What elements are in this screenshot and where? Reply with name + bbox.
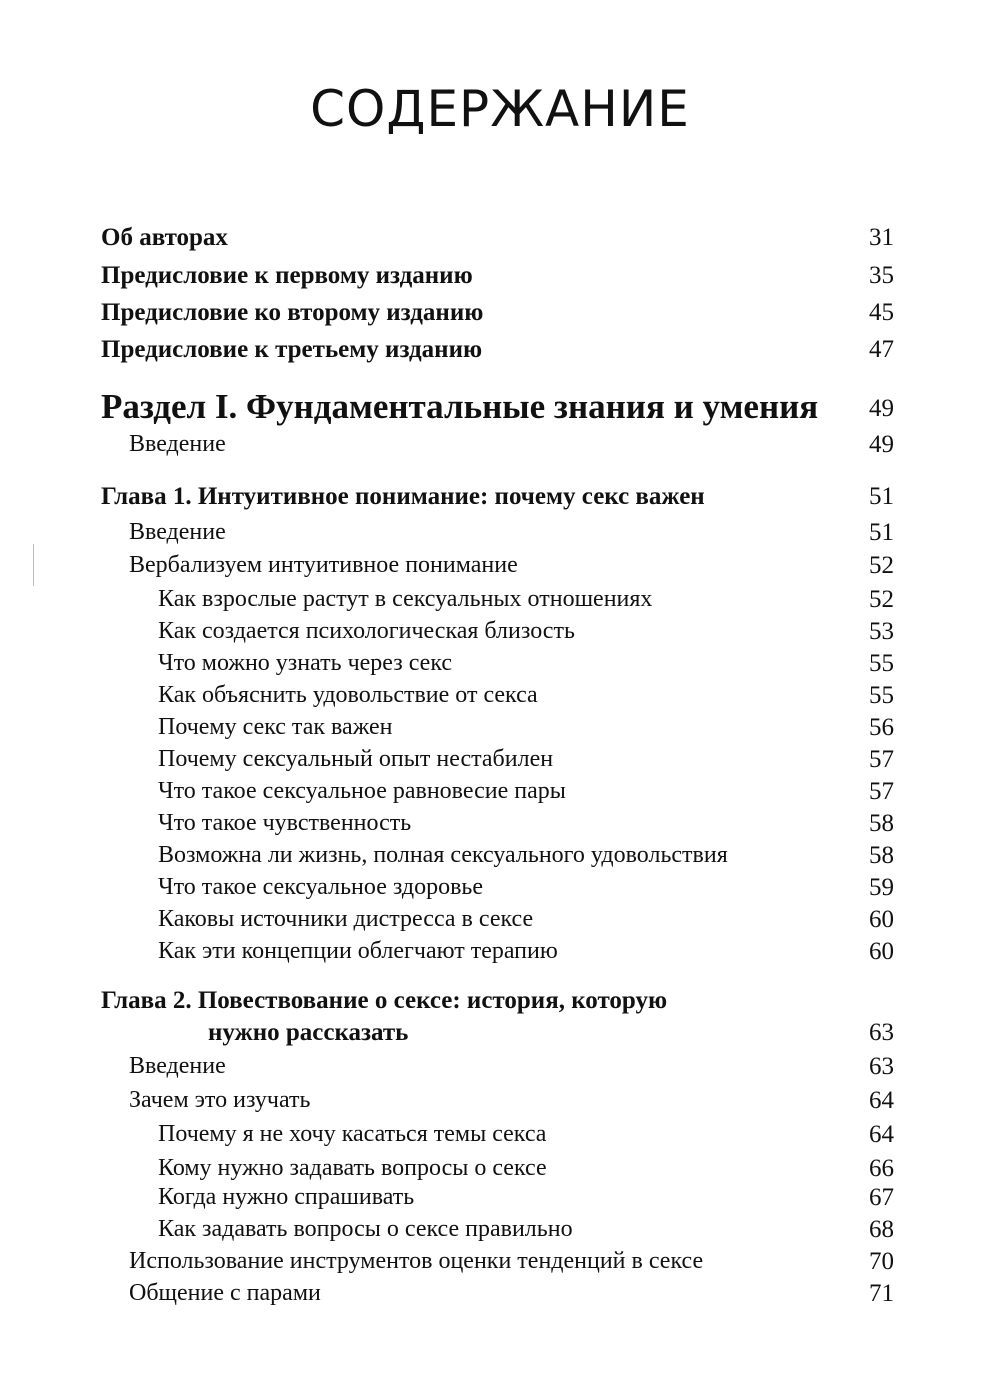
toc-entry-title: Как задавать вопросы о сексе правильно bbox=[158, 1216, 573, 1242]
scan-edge-mark bbox=[33, 544, 34, 586]
toc-entry-title: Почему сексуальный опыт нестабилен bbox=[158, 746, 554, 772]
toc-subentry[interactable] bbox=[0, 1121, 1000, 1148]
toc-entry-title: Как взрослые растут в сексуальных отношениях bbox=[158, 586, 653, 612]
toc-page-number: 31 bbox=[869, 224, 894, 251]
toc-entry-chapter-2-continued[interactable] bbox=[0, 1019, 1000, 1046]
toc-page-number: 53 bbox=[869, 618, 894, 645]
toc-page-number: 35 bbox=[869, 262, 894, 289]
toc-entry-title: Что такое чувственность bbox=[158, 810, 412, 836]
toc-entry-title: Раздел I. Фундаментальные знания и умения bbox=[101, 387, 819, 426]
toc-entry-preface-second[interactable] bbox=[0, 299, 1000, 326]
toc-subentry[interactable] bbox=[0, 618, 1000, 645]
toc-page-number: 67 bbox=[869, 1184, 894, 1211]
toc-entry-title: Об авторах bbox=[101, 224, 228, 251]
toc-page-number: 60 bbox=[869, 938, 894, 965]
toc-page-number: 60 bbox=[869, 906, 894, 933]
toc-entry-preface-third[interactable] bbox=[0, 336, 1000, 363]
page-title: СОДЕРЖАНИЕ bbox=[310, 80, 690, 138]
toc-entry-title: Как создается психологическая близость bbox=[158, 618, 575, 644]
toc-entry-title: Предисловие к третьему изданию bbox=[101, 336, 483, 363]
toc-entry-title: Как объяснить удовольствие от секса bbox=[158, 682, 538, 708]
toc-page-number: 63 bbox=[869, 1019, 894, 1046]
toc-page-number: 55 bbox=[869, 650, 894, 677]
toc-page-number: 57 bbox=[869, 746, 894, 773]
toc-subentry[interactable] bbox=[0, 874, 1000, 901]
toc-page-number: 70 bbox=[869, 1248, 894, 1275]
toc-page-number: 64 bbox=[869, 1087, 894, 1114]
toc-entry-title: Почему я не хочу касаться темы секса bbox=[158, 1121, 547, 1147]
toc-entry-chapter-1[interactable] bbox=[0, 483, 1000, 510]
toc-entry-chapter-2[interactable] bbox=[0, 987, 1000, 1014]
toc-entry-chapter-2-section[interactable] bbox=[0, 1280, 1000, 1307]
toc-page-number: 57 bbox=[869, 778, 894, 805]
toc-page-number: 47 bbox=[869, 336, 894, 363]
toc-entry-title: Введение bbox=[129, 431, 226, 457]
toc-entry-title: Глава 1. Интуитивное понимание: почему секс важен bbox=[101, 483, 705, 510]
toc-page-number: 66 bbox=[869, 1155, 894, 1182]
toc-entry-title: Что такое сексуальное здоровье bbox=[158, 874, 484, 900]
toc-entry-title: Возможна ли жизнь, полная сексуального удовольствия bbox=[158, 842, 728, 868]
toc-subentry[interactable] bbox=[0, 650, 1000, 677]
toc-subentry[interactable] bbox=[0, 1216, 1000, 1243]
toc-page-number: 58 bbox=[869, 810, 894, 837]
toc-subentry[interactable] bbox=[0, 682, 1000, 709]
toc-page-number: 68 bbox=[869, 1216, 894, 1243]
toc-page-number: 63 bbox=[869, 1053, 894, 1080]
toc-page-number: 52 bbox=[869, 552, 894, 579]
toc-page-number: 49 bbox=[869, 431, 894, 458]
toc-entry-title: Почему секс так важен bbox=[158, 714, 393, 740]
toc-subentry[interactable] bbox=[0, 746, 1000, 773]
toc-page-number: 71 bbox=[869, 1280, 894, 1307]
toc-subentry[interactable] bbox=[0, 1155, 1000, 1182]
toc-entry-title: Предисловие к первому изданию bbox=[101, 262, 473, 289]
toc-entry-title: Когда нужно спрашивать bbox=[158, 1184, 415, 1210]
toc-entry-title: Что такое сексуальное равновесие пары bbox=[158, 778, 566, 804]
toc-page-number: 55 bbox=[869, 682, 894, 709]
toc-entry-title: Использование инструментов оценки тенденций в сексе bbox=[129, 1248, 704, 1274]
toc-entry-title: Что можно узнать через секс bbox=[158, 650, 453, 676]
toc-page-number: 45 bbox=[869, 299, 894, 326]
toc-entry-chapter-2-intro[interactable] bbox=[0, 1053, 1000, 1080]
toc-subentry[interactable] bbox=[0, 810, 1000, 837]
toc-page-number: 64 bbox=[869, 1121, 894, 1148]
toc-subentry[interactable] bbox=[0, 938, 1000, 965]
toc-page-number: 59 bbox=[869, 874, 894, 901]
toc-entry-title-continued: нужно рассказать bbox=[208, 1019, 409, 1046]
toc-page-number: 51 bbox=[869, 519, 894, 546]
toc-subentry[interactable] bbox=[0, 778, 1000, 805]
toc-entry-title: Предисловие ко второму изданию bbox=[101, 299, 484, 326]
toc-entry-title: Как эти концепции облегчают терапию bbox=[158, 938, 558, 964]
toc-subentry[interactable] bbox=[0, 906, 1000, 933]
toc-subentry[interactable] bbox=[0, 1184, 1000, 1211]
toc-entry-title: Каковы источники дистресса в сексе bbox=[158, 906, 534, 932]
toc-entry-title: Кому нужно задавать вопросы о сексе bbox=[158, 1155, 547, 1181]
toc-entry-title: Вербализуем интуитивное понимание bbox=[129, 552, 518, 578]
toc-entry-preface-first[interactable] bbox=[0, 262, 1000, 289]
toc-entry-part-1[interactable] bbox=[0, 387, 1000, 426]
toc-entry-chapter-2-section[interactable] bbox=[0, 1248, 1000, 1275]
toc-entry-chapter-2-section[interactable] bbox=[0, 1087, 1000, 1114]
toc-entry-chapter-1-section[interactable] bbox=[0, 552, 1000, 579]
toc-entry-title: Общение с парами bbox=[129, 1280, 321, 1306]
toc-page-number: 56 bbox=[869, 714, 894, 741]
toc-entry-title: Глава 2. Повествование о сексе: история, которую bbox=[101, 987, 668, 1014]
toc-subentry[interactable] bbox=[0, 714, 1000, 741]
toc-page-number: 58 bbox=[869, 842, 894, 869]
toc-entry-title: Введение bbox=[129, 1053, 226, 1079]
toc-subentry[interactable] bbox=[0, 586, 1000, 613]
toc-page-number: 49 bbox=[869, 395, 894, 422]
toc-entry-part-1-intro[interactable] bbox=[0, 431, 1000, 458]
toc-subentry[interactable] bbox=[0, 842, 1000, 869]
toc-entry-title: Введение bbox=[129, 519, 226, 545]
toc-page-number: 51 bbox=[869, 483, 894, 510]
toc-entry-about-authors[interactable] bbox=[0, 224, 1000, 251]
toc-entry-title: Зачем это изучать bbox=[129, 1087, 311, 1113]
toc-entry-chapter-1-intro[interactable] bbox=[0, 519, 1000, 546]
toc-page-number: 52 bbox=[869, 586, 894, 613]
